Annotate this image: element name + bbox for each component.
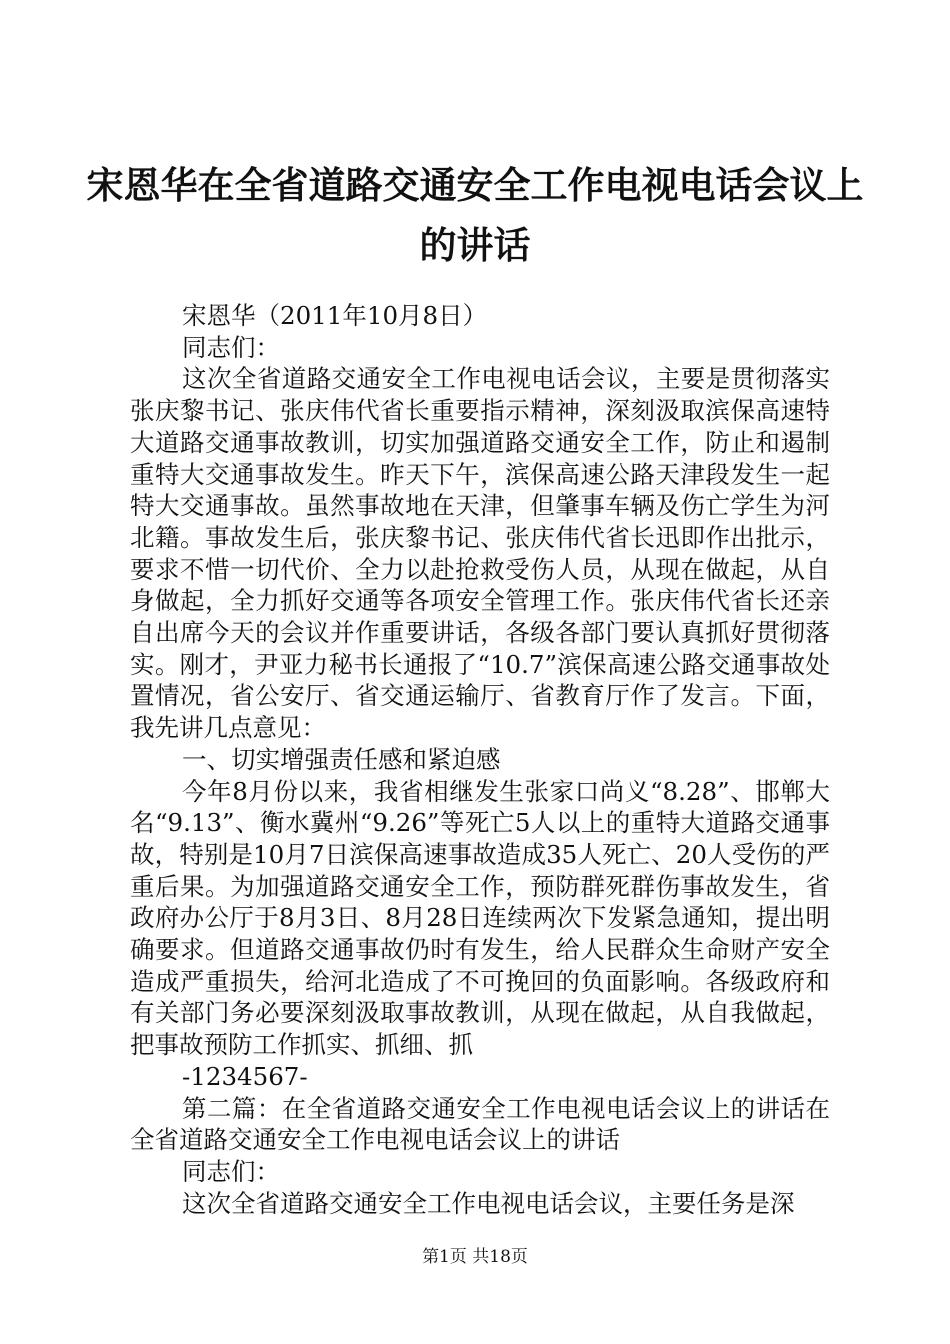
page-number-marker: -1234567- — [182, 1061, 308, 1091]
section-heading: 一、切实增强责任感和紧迫感 — [182, 744, 501, 774]
paragraph: 这次全省道路交通安全工作电视电话会议，主要任务是深 — [182, 1188, 795, 1218]
paragraph: 今年8月份以来，我省相继发生张家口尚义“8.28”、邯郸大名“9.13”、衡水冀州“9.26”等死亡5人以上的重特大道路交通事故，特别是10月7日滨保高速事故造成35人死亡、20人受伤的严重后果。为加强道路交通安全工作，预防群死群伤事故发生，省政府办公厅于8月3日、8月28日连续两次下发紧急通知，提出明确要求。但道路交通事故仍时有发生，给人民群众生命财产安全造成严重损失，给河北造成了不可挽回的负面影响。各级政府和有关部门务必要深刻汲取事故教训，从现在做起，从自我做起，把事故预防工作抓实、抓细、抓 — [130, 776, 830, 1060]
paragraph: 这次全省道路交通安全工作电视电话会议，主要是贯彻落实张庆黎书记、张庆伟代省长重要指示精神，深刻汲取滨保高速特大道路交通事故教训，切实加强道路交通安全工作，防止和遏制重特大交通事故发生。昨天下午，滨保高速公路天津段发生一起特大交通事故。虽然事故地在天津，但肇事车辆及伤亡学生为河北籍。事故发生后，张庆黎书记、张庆伟代省长迅即作出批示，要求不惜一切代价、全力以赴抢救受伤人员，从现在做起，从自身做起，全力抓好交通等各项安全管理工作。张庆伟代省长还亲自出席今天的会议并作重要讲话，各级各部门要认真抓好贯彻落实。刚才，尹亚力秘书长通报了“10.7”滨保高速公路交通事故处置情况，省公安厅、省交通运输厅、省教育厅作了发言。下面，我先讲几点意见： — [130, 364, 830, 743]
salutation: 同志们： — [182, 1156, 280, 1186]
byline: 宋恩华（2011年10月8日） — [182, 301, 488, 330]
document-title: 宋恩华在全省道路交通安全工作电视电话会议上的讲话 — [86, 164, 864, 267]
part-two-heading: 第二篇：在全省道路交通安全工作电视电话会议上的讲话在全省道路交通安全工作电视电话会议上的讲话 — [130, 1093, 830, 1155]
document-body — [130, 300, 830, 1219]
salutation: 同志们： — [182, 332, 280, 362]
page-footer: 第1页 共18页 — [422, 1247, 528, 1267]
